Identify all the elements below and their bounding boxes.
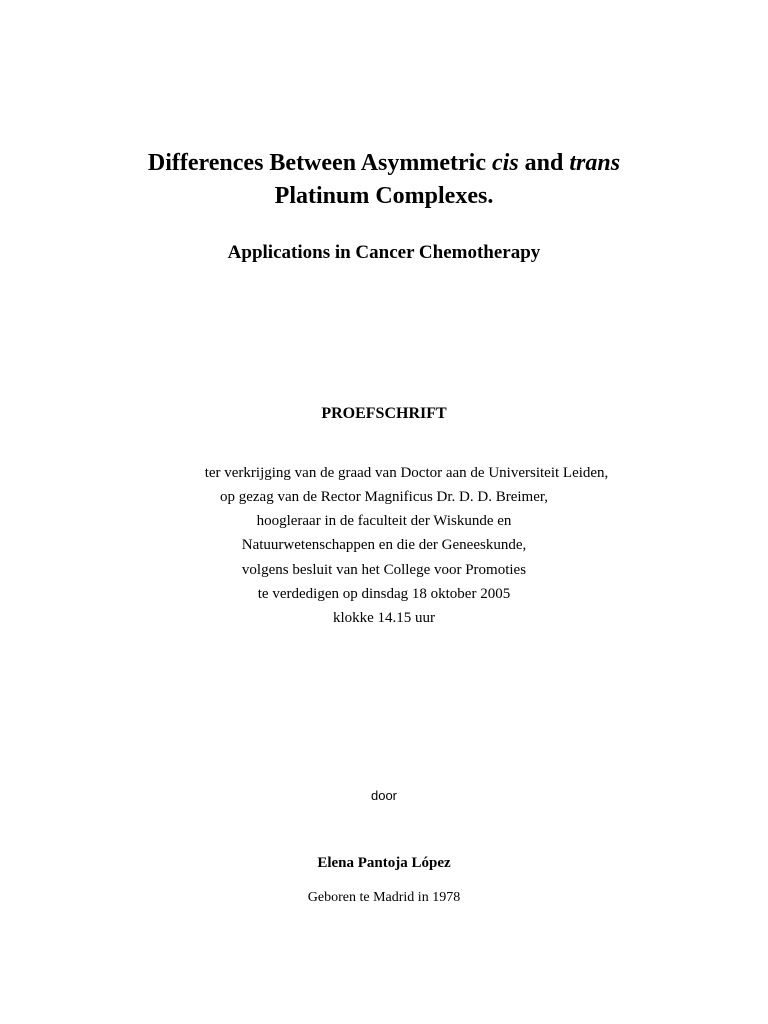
title-text-b: and [518,150,570,176]
proefschrift-heading: PROEFSCHRIFT [321,405,447,422]
statement-line-3: hoogleraar in de faculteit der Wiskunde en [256,513,512,529]
statement-line-2: op gezag van de Rector Magnificus Dr. D. D. Breimer, [219,489,549,505]
statement-line-6: te verdedigen op dinsdag 18 oktober 2005 [257,586,511,602]
door-label: door [370,788,398,803]
title-trans: trans [569,150,621,176]
title-line-1 [0,148,768,178]
title-cis: cis [492,150,519,176]
born-line: Geboren te Madrid in 1978 [307,890,461,905]
statement-line-4: Natuurwetenschappen en die der Geneeskunde, [241,537,527,553]
statement-line-7: klokke 14.15 uur [332,610,436,626]
statement-line-1: ter verkrijging van de graad van Doctor aan de Universiteit Leiden, [204,465,609,481]
subtitle: Applications in Cancer Chemotherapy [227,242,541,263]
title-line-2: Platinum Complexes. [274,183,494,209]
statement-line-5: volgens besluit van het College voor Promoties [241,562,527,578]
title-text-a: Differences Between Asymmetric [147,150,492,176]
author-name: Elena Pantoja López [317,855,451,871]
